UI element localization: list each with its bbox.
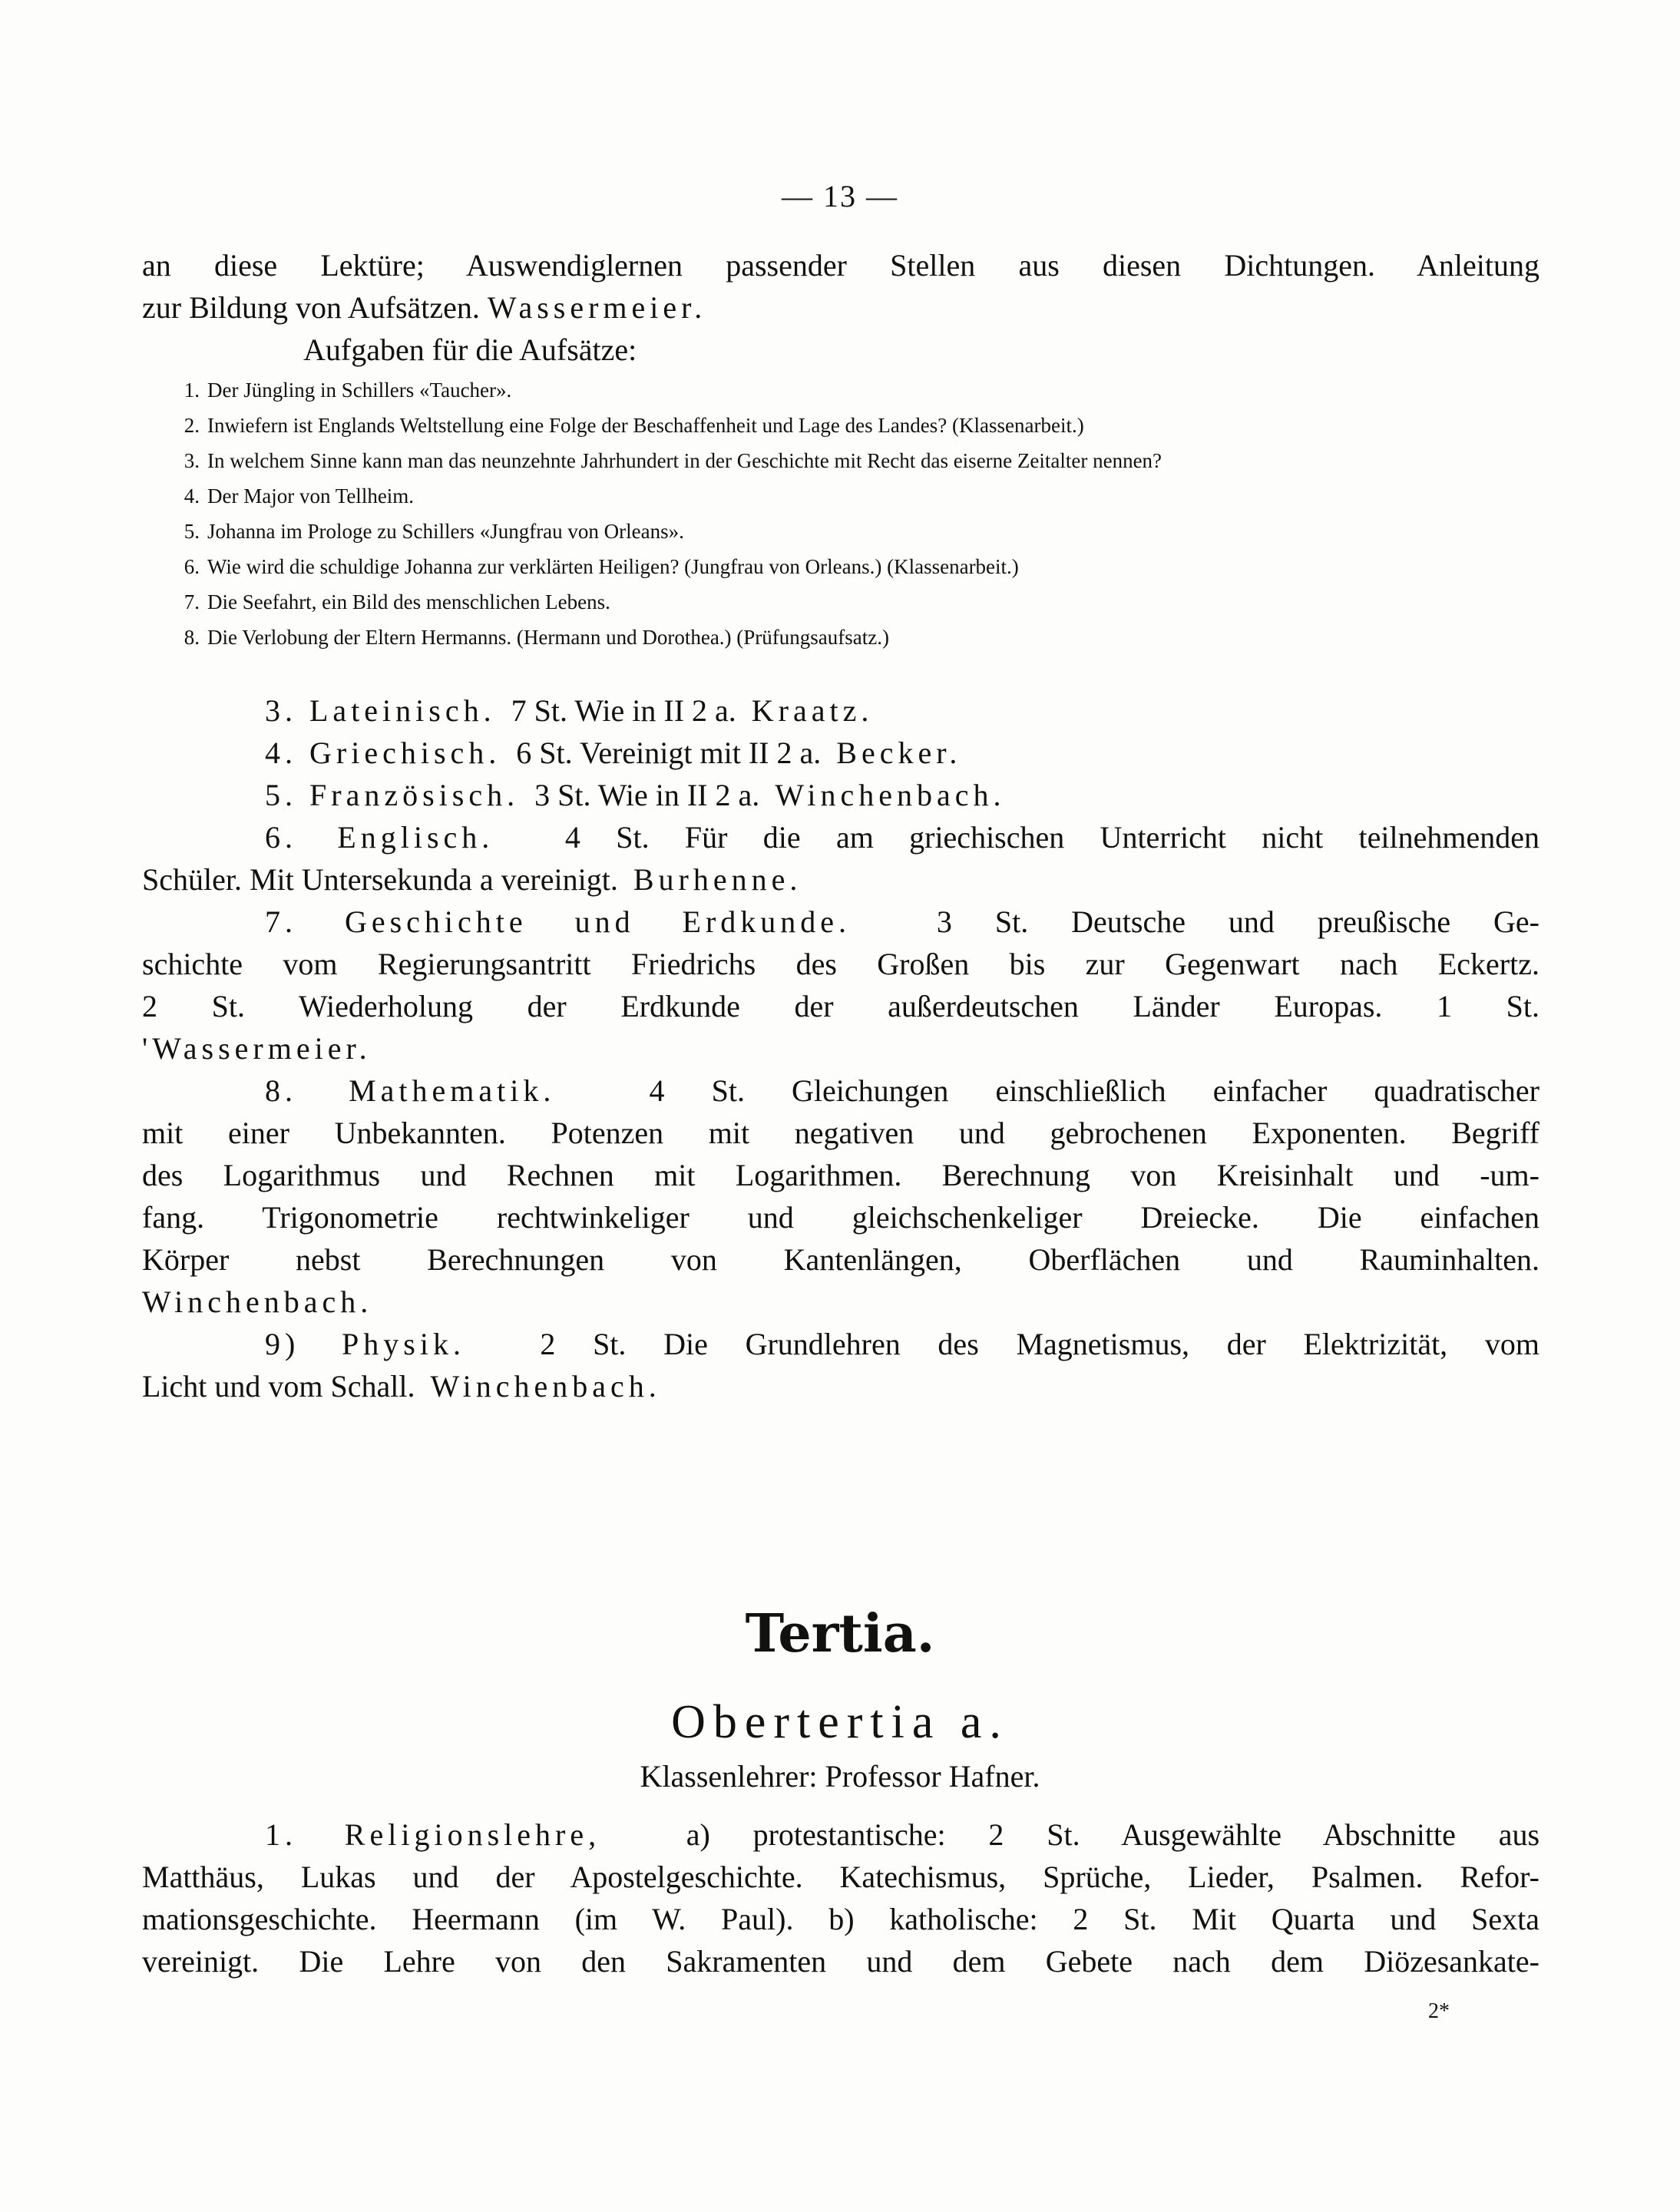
religion-line2: Matthäus, Lukas und der Apostelgeschichte. Katechismus, Sprüche, Lieder, Psalmen. Refor- [142, 1860, 1539, 1894]
subject-franzoesisch: 5. Französisch. 3 St. Wie in II 2 a. Winchenbach. [265, 778, 1006, 812]
intro-teacher: Wassermeier. [487, 290, 707, 325]
aufgaben-list [142, 372, 1539, 655]
subject-mathematik-line5: Körper nebst Berechnungen von Kantenlängen, Oberflächen und Rauminhalten. [142, 1242, 1539, 1277]
aufgabe-item: 6. Wie wird die schuldige Johanna zur verklärten Heiligen? (Jungfrau von Orleans.) (Klassenarbeit.) [184, 555, 1019, 578]
subject-geschichte-teacher: 'Wassermeier. [142, 1031, 372, 1066]
subject-englisch-line1: 6. Englisch. 4 St. Für die am griechischen Unterricht nicht teilnehmenden [265, 820, 1540, 855]
aufgabe-item: 8. Die Verlobung der Eltern Hermanns. (Hermann und Dorothea.) (Prüfungsaufsatz.) [184, 626, 889, 649]
subject-physik-line1: 9) Physik. 2 St. Die Grundlehren des Magnetismus, der Elektrizität, vom [265, 1327, 1539, 1361]
aufgabe-item: 7. Die Seefahrt, ein Bild des menschlichen Lebens. [184, 590, 610, 613]
obertertia-heading: Obertertia a. [671, 1696, 1009, 1748]
subject-mathematik-line2: mit einer Unbekannten. Potenzen mit negativen und gebrochenen Exponenten. Begriff [142, 1116, 1539, 1150]
intro-line-1: an diese Lektüre; Auswendiglernen passender Stellen aus diesen Dichtungen. Anleitung [142, 248, 1539, 283]
intro-paragraph [142, 244, 1539, 371]
page-number: — 13 — [782, 179, 898, 213]
aufgabe-item: 3. In welchem Sinne kann man das neunzehnte Jahrhundert in der Geschichte mit Recht das eiserne Zeitalter nennen? [184, 449, 1162, 472]
subject-mathematik-line3: des Logarithmus und Rechnen mit Logarithmen. Berechnung von Kreisinhalt und -um- [142, 1158, 1539, 1192]
subject-physik-line2: Licht und vom Schall. Winchenbach. [142, 1369, 661, 1404]
aufgaben-heading: Aufgaben für die Aufsätze: [303, 332, 637, 367]
aufgabe-item: 5. Johanna im Prologe zu Schillers «Jungfrau von Orleans». [184, 520, 684, 543]
religion-line3: mationsgeschichte. Heermann (im W. Paul). b) katholische: 2 St. Mit Quarta und Sexta [142, 1902, 1539, 1936]
klassenlehrer-line: Klassenlehrer: Professor Hafner. [640, 1759, 1040, 1794]
subject-geschichte-line1: 7. Geschichte und Erdkunde. 3 St. Deutsche und preußische Ge- [265, 904, 1539, 939]
tertia-heading: Tertia. [745, 1603, 935, 1665]
aufgabe-item: 2. Inwiefern ist Englands Weltstellung eine Folge der Beschaffenheit und Lage des Landes? (Klassenarbeit.) [184, 414, 1084, 437]
signature-mark: 2* [1428, 1999, 1450, 2023]
religion-line1: 1. Religionslehre, a) protestantische: 2 St. Ausgewählte Abschnitte aus [265, 1817, 1540, 1852]
subject-englisch-line2: Schüler. Mit Untersekunda a vereinigt. Burhenne. [142, 862, 802, 897]
subject-latein: 3. Lateinisch. 7 St. Wie in II 2 a. Kraatz. [265, 693, 874, 728]
religion-line4: vereinigt. Die Lehre von den Sakramenten und dem Gebete nach dem Diözesankate- [142, 1944, 1539, 1979]
subject-griechisch: 4. Griechisch. 6 St. Vereinigt mit II 2 a. Becker. [265, 736, 962, 770]
subject-mathematik-line1: 8. Mathematik. 4 St. Gleichungen einschließlich einfacher quadratischer [265, 1073, 1539, 1108]
religion-paragraph [142, 1814, 1539, 1982]
subjects-section [142, 689, 1539, 1407]
intro-line-2-wrap [142, 286, 1539, 329]
subject-mathematik-line4: fang. Trigonometrie rechtwinkeliger und gleichschenkeliger Dreiecke. Die einfachen [142, 1200, 1539, 1235]
subject-geschichte-line3: 2 St. Wiederholung der Erdkunde der außerdeutschen Länder Europas. 1 St. [142, 989, 1539, 1023]
aufgabe-item: 4. Der Major von Tellheim. [184, 484, 415, 508]
intro-line-2: zur Bildung von Aufsätzen. [142, 290, 480, 325]
subject-geschichte-line2: schichte vom Regierungsantritt Friedrichs des Großen bis zur Gegenwart nach Eckertz. [142, 947, 1539, 981]
aufgabe-item: 1. Der Jüngling in Schillers «Taucher». [184, 379, 512, 402]
subject-mathematik-teacher: Winchenbach. [142, 1285, 373, 1319]
